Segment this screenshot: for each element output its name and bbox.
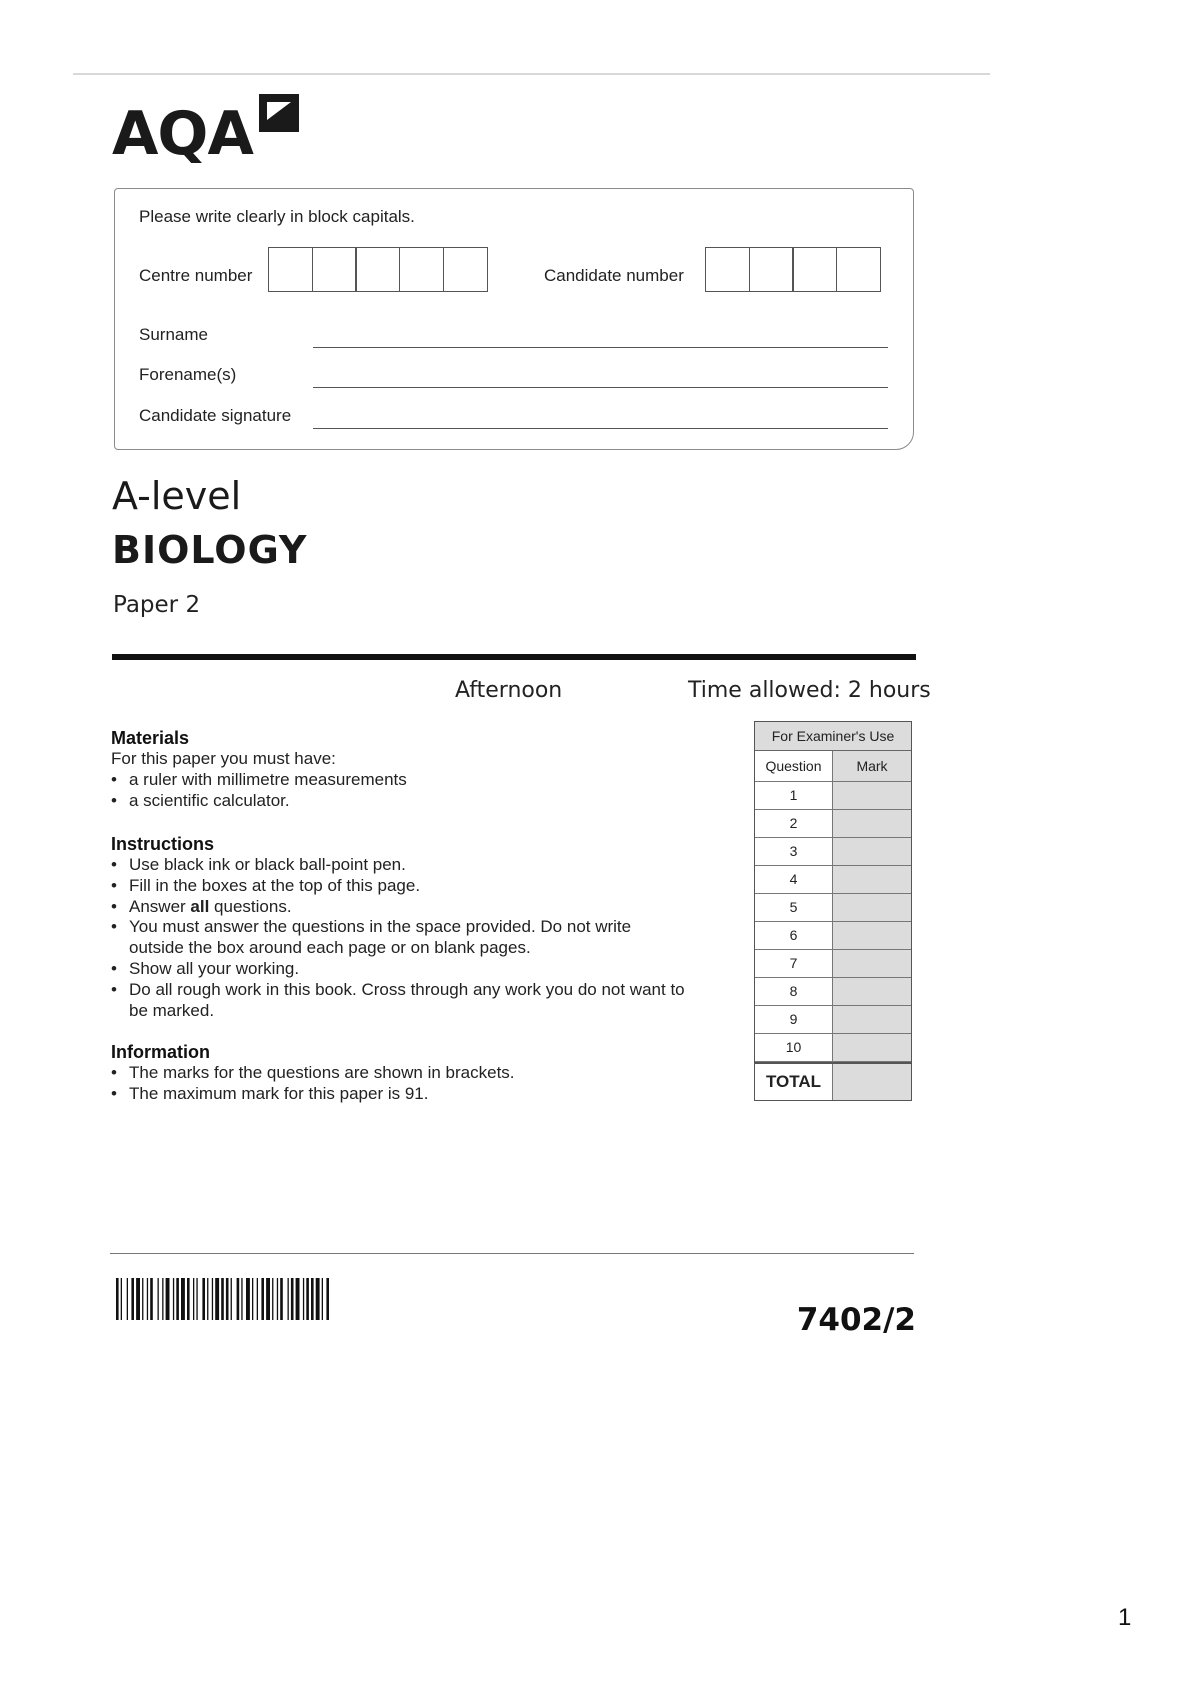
- paper-code: 7402/2: [796, 1302, 916, 1338]
- mark-cell[interactable]: [833, 950, 911, 977]
- examiner-table-row: [755, 1006, 911, 1034]
- instruction-item: • Show all your working.: [111, 959, 701, 980]
- examiner-table-row: [755, 782, 911, 810]
- examiner-table-row: [755, 810, 911, 838]
- examiner-table-row: [755, 1034, 911, 1062]
- candidate-number-digit[interactable]: [836, 247, 881, 292]
- candidate-number-digit[interactable]: [705, 247, 750, 292]
- examiner-table-row: [755, 922, 911, 950]
- centre-number-boxes: [269, 247, 488, 292]
- mark-cell[interactable]: [833, 810, 911, 837]
- surname-label: Surname: [139, 325, 208, 344]
- subject-title: BIOLOGY: [112, 528, 308, 572]
- question-number: 6: [755, 922, 833, 949]
- total-row: [755, 1062, 911, 1100]
- examiner-table-row: [755, 894, 911, 922]
- examiner-use-table: [754, 721, 912, 1101]
- centre-number-digit[interactable]: [268, 247, 313, 292]
- mark-cell[interactable]: [833, 978, 911, 1005]
- barcode-image: [116, 1278, 420, 1320]
- mark-cell[interactable]: [833, 922, 911, 949]
- instruction-item: • Fill in the boxes at the top of this page.: [111, 876, 701, 897]
- signature-label: Candidate signature: [139, 406, 292, 425]
- instruction-item: • You must answer the questions in the space provided. Do not write outside the box around each page or on blank pages.: [111, 917, 659, 959]
- candidate-number-label: Candidate number: [544, 266, 684, 285]
- information-item: • The marks for the questions are shown in brackets.: [111, 1063, 701, 1084]
- question-number: 8: [755, 978, 833, 1005]
- question-number: 7: [755, 950, 833, 977]
- examiner-table-row: [755, 978, 911, 1006]
- mark-cell[interactable]: [833, 1034, 911, 1061]
- centre-number-label: Centre number: [139, 266, 253, 285]
- information-heading: Information: [111, 1042, 210, 1062]
- time-allowed: Time allowed: 2 hours: [688, 678, 931, 703]
- mark-cell[interactable]: [833, 782, 911, 809]
- surname-field[interactable]: [313, 347, 888, 348]
- question-number: 5: [755, 894, 833, 921]
- forename-label: Forename(s): [139, 365, 237, 384]
- question-number: 4: [755, 866, 833, 893]
- candidate-details-box: [114, 188, 914, 450]
- information-item: • The maximum mark for this paper is 91.: [111, 1084, 701, 1105]
- examiner-table-row: [755, 950, 911, 978]
- forename-field[interactable]: [313, 387, 888, 388]
- aqa-logo: [112, 92, 301, 172]
- materials-intro: For this paper you must have:: [111, 749, 336, 768]
- question-number: 10: [755, 1034, 833, 1061]
- top-divider: [73, 73, 990, 75]
- materials-item: • a ruler with millimetre measurements: [111, 770, 701, 791]
- question-number: 1: [755, 782, 833, 809]
- question-column-header: Question: [755, 751, 833, 781]
- centre-number-digit[interactable]: [355, 247, 400, 292]
- instruction-item: • Answer all questions.: [111, 897, 701, 918]
- examiner-table-title: For Examiner's Use: [755, 722, 911, 751]
- page-number: 1: [1118, 1604, 1132, 1631]
- instruction-item: • Use black ink or black ball-point pen.: [111, 855, 701, 876]
- information-section: [111, 1042, 701, 1105]
- instruction-item: • Do all rough work in this book. Cross through any work you do not want to be marked.: [111, 980, 704, 1022]
- total-label: TOTAL: [755, 1064, 833, 1100]
- instructions-heading: Instructions: [111, 834, 215, 854]
- question-number: 2: [755, 810, 833, 837]
- logo-tick-icon: [257, 92, 301, 136]
- signature-field[interactable]: [313, 428, 888, 429]
- materials-heading: Materials: [111, 728, 190, 748]
- paper-number: Paper 2: [113, 592, 201, 618]
- materials-item: • a scientific calculator.: [111, 791, 701, 812]
- candidate-number-digit[interactable]: [792, 247, 837, 292]
- mark-column-header: Mark: [833, 751, 911, 781]
- materials-section: [111, 728, 701, 811]
- mark-cell[interactable]: [833, 838, 911, 865]
- qualification-level: A-level: [112, 474, 242, 518]
- centre-number-digit[interactable]: [399, 247, 444, 292]
- question-number: 9: [755, 1006, 833, 1033]
- examiner-table-row: [755, 838, 911, 866]
- centre-number-digit[interactable]: [312, 247, 357, 292]
- candidate-number-digit[interactable]: [749, 247, 794, 292]
- centre-number-digit[interactable]: [443, 247, 488, 292]
- candidate-number-boxes: [706, 247, 881, 292]
- examiner-table-header-row: [755, 751, 911, 782]
- mark-cell[interactable]: [833, 894, 911, 921]
- mark-cell[interactable]: [833, 866, 911, 893]
- block-capitals-instruction: Please write clearly in block capitals.: [139, 207, 415, 226]
- mark-cell[interactable]: [833, 1006, 911, 1033]
- instructions-section: [111, 834, 701, 1021]
- logo-text: AQA: [112, 99, 253, 169]
- footer-divider: [110, 1253, 914, 1254]
- total-mark-cell[interactable]: [833, 1064, 911, 1100]
- session-time: Afternoon: [455, 678, 563, 703]
- examiner-table-row: [755, 866, 911, 894]
- question-number: 3: [755, 838, 833, 865]
- title-divider: [112, 654, 916, 660]
